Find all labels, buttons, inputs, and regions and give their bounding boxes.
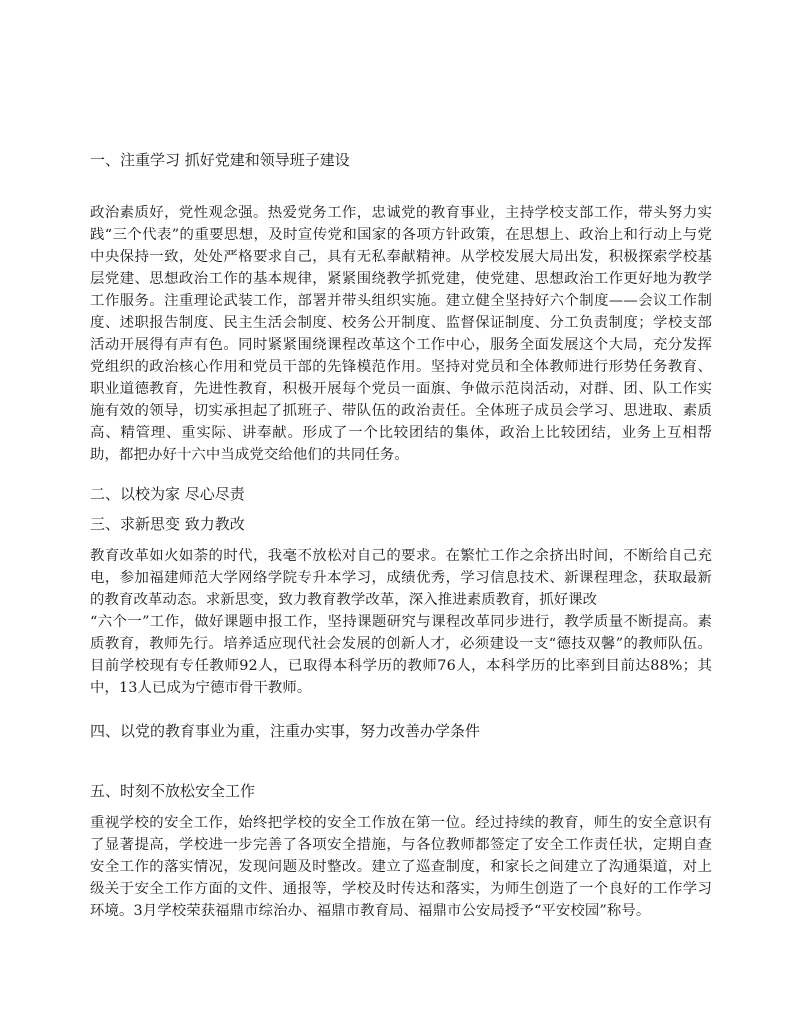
section-paragraph-1: 政治素质好，党性观念强。热爱党务工作，忠诚党的教育事业，主持学校支部工作，带头努力实践“三个代表”的重要思想，及时宣传党和国家的各项方针政策，在思想上、政治上和行动上与党中央保持一致，处处严格要求自己，具有无私奉献精神。从学校发展大局出发，积极探索学校基层党建、思想政治工作的基本规律，紧紧围绕教学抓党建，使党建、思想政治工作更好地为教学工作服务。注重理论武装工作，部署并带头组织实施。建立健全坚持好六个制度——会议工作制度、述职报告制度、民主生活会制度、校务公开制度、监督保证制度、分工负责制度；学校支部活动开展得有声有色。同时紧紧围绕课程改革这个工作中心，服务全面发展这个大局，充分发挥党组织的政治核心作用和党员干部的先锋模范作用。坚持对党员和全体教师进行形势任务教育、职业道德教育，先进性教育，积极开展每个党员一面旗、争做示范岗活动，对群、团、队工作实施有效的领导，切实承担起了抓班子、带队伍的政治责任。全体班子成员会学习、思进取、素质高、精管理、重实际、讲奉献。形成了一个比较团结的集体，政治上比较团结，业务上互相帮助，都把办好十六中当成党交给他们的共同任务。 bbox=[90, 205, 712, 463]
section-paragraph-3-part-b: “六个一”工作，做好课题申报工作，坚持课题研究与课程改革同步进行，教学质量不断提高。素质教育，教师先行。培养适应现代社会发展的创新人才，必须建设一支“德技双馨”的教师队伍。目前学校现有专任教师92人，已取得本科学历的教师76人，本科学历的比率到目前达88%；其中，13人已成为宁德市骨干教师。 bbox=[90, 614, 712, 696]
section-heading-3: 三、求新思变 致力教改 bbox=[90, 515, 245, 533]
section-heading-1: 一、注重学习 抓好党建和领导班子建设 bbox=[90, 151, 350, 169]
section-paragraph-5: 重视学校的安全工作，始终把学校的安全工作放在第一位。经过持续的教育，师生的安全意识有了显著提高，学校进一步完善了各项安全措施，与各位教师都签定了安全工作责任状，定期自查安全工作的落实情况，发现问题及时整改。建立了巡查制度，和家长之间建立了沟通渠道，对上级关于安全工作方面的文件、通报等，学校及时传达和落实，为师生创造了一个良好的工作学习环境。3月学校荣获福鼎市综治办、福鼎市教育局、福鼎市公安局授予“平安校园”称号。 bbox=[90, 815, 712, 919]
section-heading-5: 五、时刻不放松安全工作 bbox=[90, 782, 256, 800]
section-heading-4: 四、以党的教育事业为重，注重办实事，努力改善办学条件 bbox=[90, 722, 481, 740]
section-heading-2: 二、以校为家 尽心尽责 bbox=[90, 485, 245, 503]
section-paragraph-3-part-a: 教育改革如火如荼的时代，我毫不放松对自己的要求。在繁忙工作之余挤出时间，不断给自己充电，参加福建师范大学网络学院专升本学习，成绩优秀，学习信息技术、新课程理念，获取最新的教育改革动态。求新思变，致力教育教学改革，深入推进素质教育，抓好课改 bbox=[90, 548, 712, 608]
section-paragraph-3 bbox=[90, 545, 712, 699]
